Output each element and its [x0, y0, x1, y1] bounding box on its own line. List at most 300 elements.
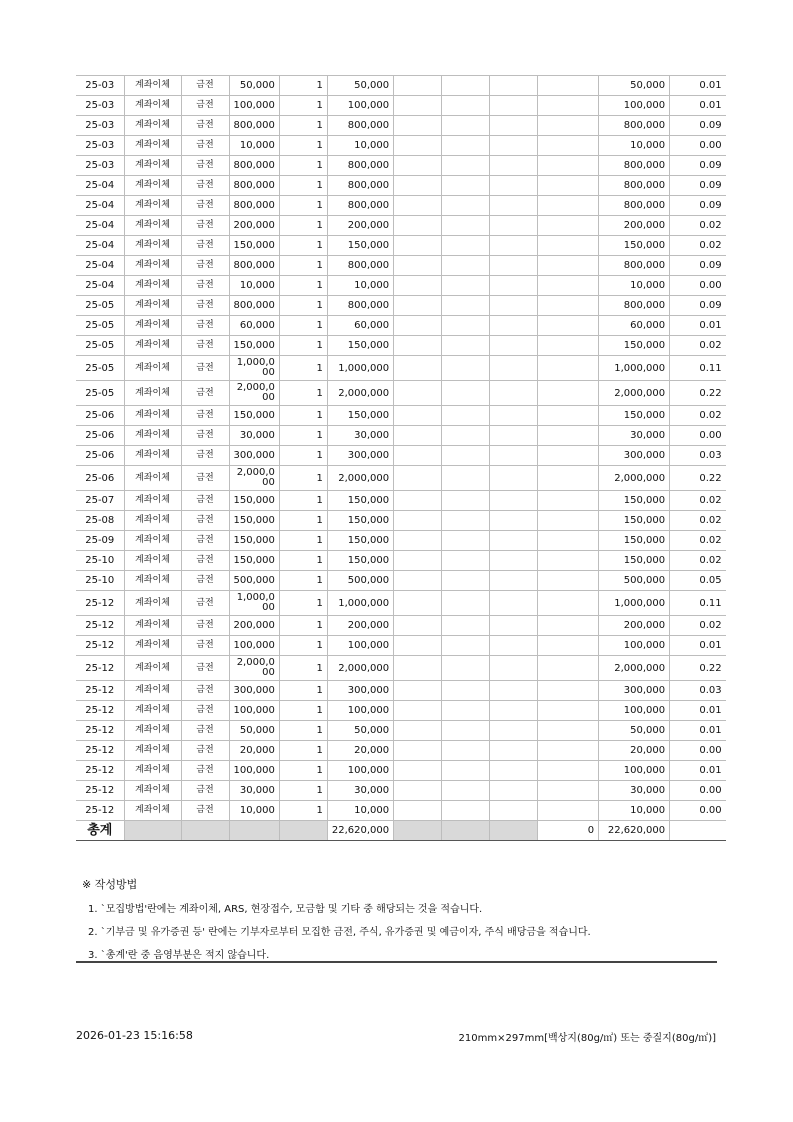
quantity-cell: 1	[279, 801, 327, 821]
blank-cell	[394, 781, 442, 801]
blank-cell	[394, 616, 442, 636]
method-cell: 계좌이체	[124, 466, 181, 491]
blank-cell	[538, 406, 599, 426]
type-cell: 금전	[181, 761, 229, 781]
blank-cell	[442, 381, 490, 406]
blank-cell	[394, 761, 442, 781]
blank-cell	[442, 96, 490, 116]
quantity-cell: 1	[279, 491, 327, 511]
blank-cell	[538, 781, 599, 801]
blank-cell	[490, 781, 538, 801]
total-cell: 800,000	[599, 156, 670, 176]
ratio-cell: 0.09	[670, 116, 726, 136]
ratio-cell: 0.00	[670, 136, 726, 156]
ratio-cell: 0.02	[670, 616, 726, 636]
quantity-cell: 1	[279, 96, 327, 116]
date-cell: 25-03	[76, 156, 124, 176]
table-row	[76, 316, 726, 336]
amount-cell: 800,000	[229, 196, 279, 216]
blank-cell	[490, 801, 538, 821]
quantity-cell: 1	[279, 156, 327, 176]
instructions	[76, 876, 717, 961]
blank-cell	[538, 721, 599, 741]
sum-cell: 2,000,000	[327, 656, 393, 681]
ratio-cell: 0.00	[670, 426, 726, 446]
blank-cell	[538, 701, 599, 721]
total-sum-cell: 22,620,000	[327, 821, 393, 841]
total-cell: 150,000	[599, 236, 670, 256]
blank-cell	[394, 96, 442, 116]
blank-cell	[490, 236, 538, 256]
date-cell: 25-12	[76, 636, 124, 656]
sum-cell: 800,000	[327, 296, 393, 316]
date-cell: 25-10	[76, 551, 124, 571]
sum-cell: 100,000	[327, 636, 393, 656]
blank-cell	[394, 741, 442, 761]
quantity-cell: 1	[279, 721, 327, 741]
date-cell: 25-04	[76, 176, 124, 196]
method-cell: 계좌이체	[124, 656, 181, 681]
blank-cell	[394, 276, 442, 296]
type-cell: 금전	[181, 551, 229, 571]
ratio-cell: 0.01	[670, 761, 726, 781]
method-cell: 계좌이체	[124, 156, 181, 176]
blank-cell	[538, 491, 599, 511]
method-cell: 계좌이체	[124, 381, 181, 406]
blank-cell	[442, 426, 490, 446]
quantity-cell: 1	[279, 761, 327, 781]
ratio-cell: 0.01	[670, 76, 726, 96]
type-cell: 금전	[181, 96, 229, 116]
blank-cell	[442, 656, 490, 681]
type-cell: 금전	[181, 116, 229, 136]
sum-cell: 150,000	[327, 406, 393, 426]
sum-cell: 300,000	[327, 681, 393, 701]
method-cell: 계좌이체	[124, 721, 181, 741]
total-cell: 100,000	[599, 701, 670, 721]
date-cell: 25-12	[76, 801, 124, 821]
amount-cell: 50,000	[229, 721, 279, 741]
quantity-cell: 1	[279, 551, 327, 571]
blank-cell	[394, 571, 442, 591]
quantity-cell: 1	[279, 656, 327, 681]
blank-cell	[490, 256, 538, 276]
method-cell: 계좌이체	[124, 316, 181, 336]
table-row	[76, 591, 726, 616]
instructions-list	[76, 900, 717, 961]
blank-cell	[394, 531, 442, 551]
sum-cell: 2,000,000	[327, 381, 393, 406]
blank-cell	[538, 511, 599, 531]
total-cell: 10,000	[599, 136, 670, 156]
blank-cell	[394, 656, 442, 681]
blank-cell	[442, 276, 490, 296]
method-cell: 계좌이체	[124, 216, 181, 236]
date-cell: 25-04	[76, 276, 124, 296]
method-cell: 계좌이체	[124, 741, 181, 761]
quantity-cell: 1	[279, 381, 327, 406]
shaded-cell	[124, 821, 181, 841]
quantity-cell: 1	[279, 466, 327, 491]
ratio-cell: 0.02	[670, 336, 726, 356]
blank-cell	[490, 156, 538, 176]
blank-cell	[394, 136, 442, 156]
total-cell: 30,000	[599, 426, 670, 446]
shaded-cell	[229, 821, 279, 841]
table-row	[76, 296, 726, 316]
quantity-cell: 1	[279, 701, 327, 721]
amount-cell: 150,000	[229, 336, 279, 356]
blank-cell	[442, 531, 490, 551]
total-cell: 60,000	[599, 316, 670, 336]
amount-cell: 30,000	[229, 426, 279, 446]
date-cell: 25-04	[76, 256, 124, 276]
blank-cell	[442, 801, 490, 821]
table-row	[76, 176, 726, 196]
method-cell: 계좌이체	[124, 681, 181, 701]
blank-cell	[490, 446, 538, 466]
quantity-cell: 1	[279, 336, 327, 356]
date-cell: 25-05	[76, 356, 124, 381]
blank-cell	[394, 721, 442, 741]
ratio-cell: 0.02	[670, 236, 726, 256]
sum-cell: 1,000,000	[327, 356, 393, 381]
type-cell: 금전	[181, 636, 229, 656]
quantity-cell: 1	[279, 406, 327, 426]
shaded-cell	[442, 821, 490, 841]
blank-cell	[538, 741, 599, 761]
amount-cell: 150,000	[229, 511, 279, 531]
blank-cell	[394, 316, 442, 336]
quantity-cell: 1	[279, 616, 327, 636]
quantity-cell: 1	[279, 446, 327, 466]
table-row	[76, 616, 726, 636]
paper-spec: 210mm×297mm[백상지(80g/㎡) 또는 중질지(80g/㎡)]	[458, 1033, 716, 1044]
total-cell: 800,000	[599, 256, 670, 276]
ratio-cell: 0.09	[670, 196, 726, 216]
sum-cell: 150,000	[327, 511, 393, 531]
blank-cell	[394, 176, 442, 196]
blank-cell	[442, 236, 490, 256]
blank-cell	[538, 96, 599, 116]
type-cell: 금전	[181, 721, 229, 741]
blank-cell	[490, 356, 538, 381]
amount-cell: 300,000	[229, 446, 279, 466]
method-cell: 계좌이체	[124, 511, 181, 531]
ratio-cell: 0.02	[670, 551, 726, 571]
sum-cell: 100,000	[327, 701, 393, 721]
method-cell: 계좌이체	[124, 591, 181, 616]
sum-cell: 10,000	[327, 276, 393, 296]
date-cell: 25-12	[76, 701, 124, 721]
quantity-cell: 1	[279, 781, 327, 801]
sum-cell: 800,000	[327, 256, 393, 276]
blank-cell	[490, 681, 538, 701]
table-row	[76, 96, 726, 116]
blank-cell	[394, 466, 442, 491]
table-row	[76, 276, 726, 296]
blank-cell	[490, 116, 538, 136]
blank-cell	[442, 721, 490, 741]
date-cell: 25-12	[76, 616, 124, 636]
sum-cell: 800,000	[327, 116, 393, 136]
method-cell: 계좌이체	[124, 616, 181, 636]
grand-total-cell: 22,620,000	[599, 821, 670, 841]
total-cell: 300,000	[599, 446, 670, 466]
date-cell: 25-12	[76, 781, 124, 801]
ratio-cell: 0.00	[670, 781, 726, 801]
amount-cell: 30,000	[229, 781, 279, 801]
sum-cell: 150,000	[327, 551, 393, 571]
quantity-cell: 1	[279, 196, 327, 216]
table-row	[76, 466, 726, 491]
amount-cell: 100,000	[229, 701, 279, 721]
table-row	[76, 531, 726, 551]
ratio-cell: 0.01	[670, 721, 726, 741]
total-cell: 100,000	[599, 96, 670, 116]
blank-cell	[394, 591, 442, 616]
amount-cell: 100,000	[229, 761, 279, 781]
date-cell: 25-05	[76, 316, 124, 336]
amount-cell: 150,000	[229, 491, 279, 511]
total-cell: 150,000	[599, 551, 670, 571]
date-cell: 25-09	[76, 531, 124, 551]
amount-cell: 800,000	[229, 176, 279, 196]
blank-cell	[538, 136, 599, 156]
quantity-cell: 1	[279, 176, 327, 196]
date-cell: 25-10	[76, 571, 124, 591]
blank-cell	[538, 296, 599, 316]
blank-cell	[442, 316, 490, 336]
blank-cell	[538, 76, 599, 96]
ratio-cell: 0.02	[670, 491, 726, 511]
ratio-cell: 0.22	[670, 656, 726, 681]
blank-cell	[490, 76, 538, 96]
blank-cell	[490, 296, 538, 316]
quantity-cell: 1	[279, 136, 327, 156]
date-cell: 25-03	[76, 136, 124, 156]
type-cell: 금전	[181, 316, 229, 336]
sum-cell: 800,000	[327, 196, 393, 216]
quantity-cell: 1	[279, 511, 327, 531]
type-cell: 금전	[181, 801, 229, 821]
type-cell: 금전	[181, 741, 229, 761]
blank-cell	[538, 681, 599, 701]
blank-cell	[442, 446, 490, 466]
quantity-cell: 1	[279, 531, 327, 551]
type-cell: 금전	[181, 296, 229, 316]
ratio-cell: 0.02	[670, 511, 726, 531]
ratio-cell: 0.22	[670, 466, 726, 491]
quantity-cell: 1	[279, 636, 327, 656]
method-cell: 계좌이체	[124, 531, 181, 551]
table-row	[76, 156, 726, 176]
blank-cell	[442, 136, 490, 156]
blank-cell	[442, 156, 490, 176]
amount-cell: 1,000,000	[229, 356, 279, 381]
blank-cell	[538, 116, 599, 136]
type-cell: 금전	[181, 591, 229, 616]
blank-cell	[490, 136, 538, 156]
date-cell: 25-04	[76, 236, 124, 256]
date-cell: 25-03	[76, 76, 124, 96]
blank-cell	[538, 316, 599, 336]
method-cell: 계좌이체	[124, 96, 181, 116]
blank-cell	[490, 276, 538, 296]
sum-cell: 50,000	[327, 721, 393, 741]
quantity-cell: 1	[279, 741, 327, 761]
ratio-cell: 0.09	[670, 156, 726, 176]
type-cell: 금전	[181, 356, 229, 381]
blank-cell	[490, 511, 538, 531]
amount-cell: 800,000	[229, 256, 279, 276]
method-cell: 계좌이체	[124, 801, 181, 821]
blank-cell	[490, 701, 538, 721]
sum-cell: 10,000	[327, 136, 393, 156]
sum-cell: 30,000	[327, 781, 393, 801]
total-other-cell: 0	[538, 821, 599, 841]
instruction-item: 2. `기부금 및 유가증권 등' 란에는 기부자로부터 모집한 금전, 주식, 유가증권 및 예금이자, 주식 배당금을 적습니다.	[88, 927, 591, 938]
sum-cell: 200,000	[327, 216, 393, 236]
quantity-cell: 1	[279, 571, 327, 591]
sum-cell: 50,000	[327, 76, 393, 96]
type-cell: 금전	[181, 216, 229, 236]
blank-cell	[490, 551, 538, 571]
date-cell: 25-04	[76, 216, 124, 236]
table-row	[76, 216, 726, 236]
total-cell: 2,000,000	[599, 656, 670, 681]
type-cell: 금전	[181, 256, 229, 276]
type-cell: 금전	[181, 701, 229, 721]
method-cell: 계좌이체	[124, 196, 181, 216]
total-cell: 2,000,000	[599, 466, 670, 491]
blank-cell	[490, 531, 538, 551]
table-row	[76, 76, 726, 96]
type-cell: 금전	[181, 76, 229, 96]
total-cell: 800,000	[599, 116, 670, 136]
blank-cell	[442, 701, 490, 721]
blank-cell	[442, 466, 490, 491]
blank-cell	[490, 491, 538, 511]
type-cell: 금전	[181, 236, 229, 256]
ratio-cell: 0.05	[670, 571, 726, 591]
total-cell: 50,000	[599, 721, 670, 741]
amount-cell: 200,000	[229, 616, 279, 636]
quantity-cell: 1	[279, 76, 327, 96]
blank-cell	[538, 616, 599, 636]
blank-cell	[442, 571, 490, 591]
amount-cell: 100,000	[229, 636, 279, 656]
type-cell: 금전	[181, 781, 229, 801]
blank-cell	[538, 276, 599, 296]
section-divider	[76, 961, 717, 963]
method-cell: 계좌이체	[124, 551, 181, 571]
blank-cell	[538, 426, 599, 446]
quantity-cell: 1	[279, 591, 327, 616]
total-cell: 800,000	[599, 196, 670, 216]
blank-cell	[442, 761, 490, 781]
total-cell: 10,000	[599, 801, 670, 821]
blank-cell	[538, 256, 599, 276]
type-cell: 금전	[181, 176, 229, 196]
table-row	[76, 381, 726, 406]
method-cell: 계좌이체	[124, 571, 181, 591]
method-cell: 계좌이체	[124, 136, 181, 156]
blank-cell	[442, 681, 490, 701]
blank-cell	[442, 511, 490, 531]
blank-cell	[490, 96, 538, 116]
sum-cell: 300,000	[327, 446, 393, 466]
ratio-cell: 0.11	[670, 591, 726, 616]
blank-cell	[394, 256, 442, 276]
table-row	[76, 406, 726, 426]
ratio-cell: 0.03	[670, 446, 726, 466]
table-row	[76, 571, 726, 591]
type-cell: 금전	[181, 656, 229, 681]
method-cell: 계좌이체	[124, 256, 181, 276]
blank-cell	[442, 406, 490, 426]
method-cell: 계좌이체	[124, 176, 181, 196]
ratio-cell: 0.09	[670, 176, 726, 196]
total-cell: 800,000	[599, 296, 670, 316]
blank-cell	[538, 446, 599, 466]
total-cell: 1,000,000	[599, 356, 670, 381]
blank-cell	[490, 616, 538, 636]
blank-cell	[442, 551, 490, 571]
blank-cell	[538, 381, 599, 406]
amount-cell: 2,000,000	[229, 656, 279, 681]
blank-cell	[490, 406, 538, 426]
blank-cell	[394, 196, 442, 216]
blank-cell	[490, 656, 538, 681]
date-cell: 25-06	[76, 446, 124, 466]
donation-ledger-table	[76, 75, 726, 841]
blank-cell	[394, 551, 442, 571]
blank-cell	[394, 76, 442, 96]
sum-cell: 10,000	[327, 801, 393, 821]
shaded-cell	[394, 821, 442, 841]
total-cell: 50,000	[599, 76, 670, 96]
date-cell: 25-12	[76, 761, 124, 781]
amount-cell: 10,000	[229, 276, 279, 296]
sum-cell: 500,000	[327, 571, 393, 591]
type-cell: 금전	[181, 276, 229, 296]
ratio-cell: 0.22	[670, 381, 726, 406]
total-cell: 150,000	[599, 491, 670, 511]
blank-cell	[442, 591, 490, 616]
ratio-cell: 0.00	[670, 741, 726, 761]
date-cell: 25-08	[76, 511, 124, 531]
blank-cell	[442, 781, 490, 801]
date-cell: 25-06	[76, 466, 124, 491]
blank-cell	[442, 296, 490, 316]
blank-cell	[394, 426, 442, 446]
amount-cell: 300,000	[229, 681, 279, 701]
blank-cell	[442, 616, 490, 636]
amount-cell: 10,000	[229, 136, 279, 156]
quantity-cell: 1	[279, 426, 327, 446]
ratio-cell: 0.01	[670, 96, 726, 116]
blank-cell	[394, 801, 442, 821]
method-cell: 계좌이체	[124, 116, 181, 136]
sum-cell: 100,000	[327, 761, 393, 781]
type-cell: 금전	[181, 531, 229, 551]
method-cell: 계좌이체	[124, 426, 181, 446]
sum-cell: 150,000	[327, 236, 393, 256]
quantity-cell: 1	[279, 216, 327, 236]
type-cell: 금전	[181, 381, 229, 406]
amount-cell: 50,000	[229, 76, 279, 96]
